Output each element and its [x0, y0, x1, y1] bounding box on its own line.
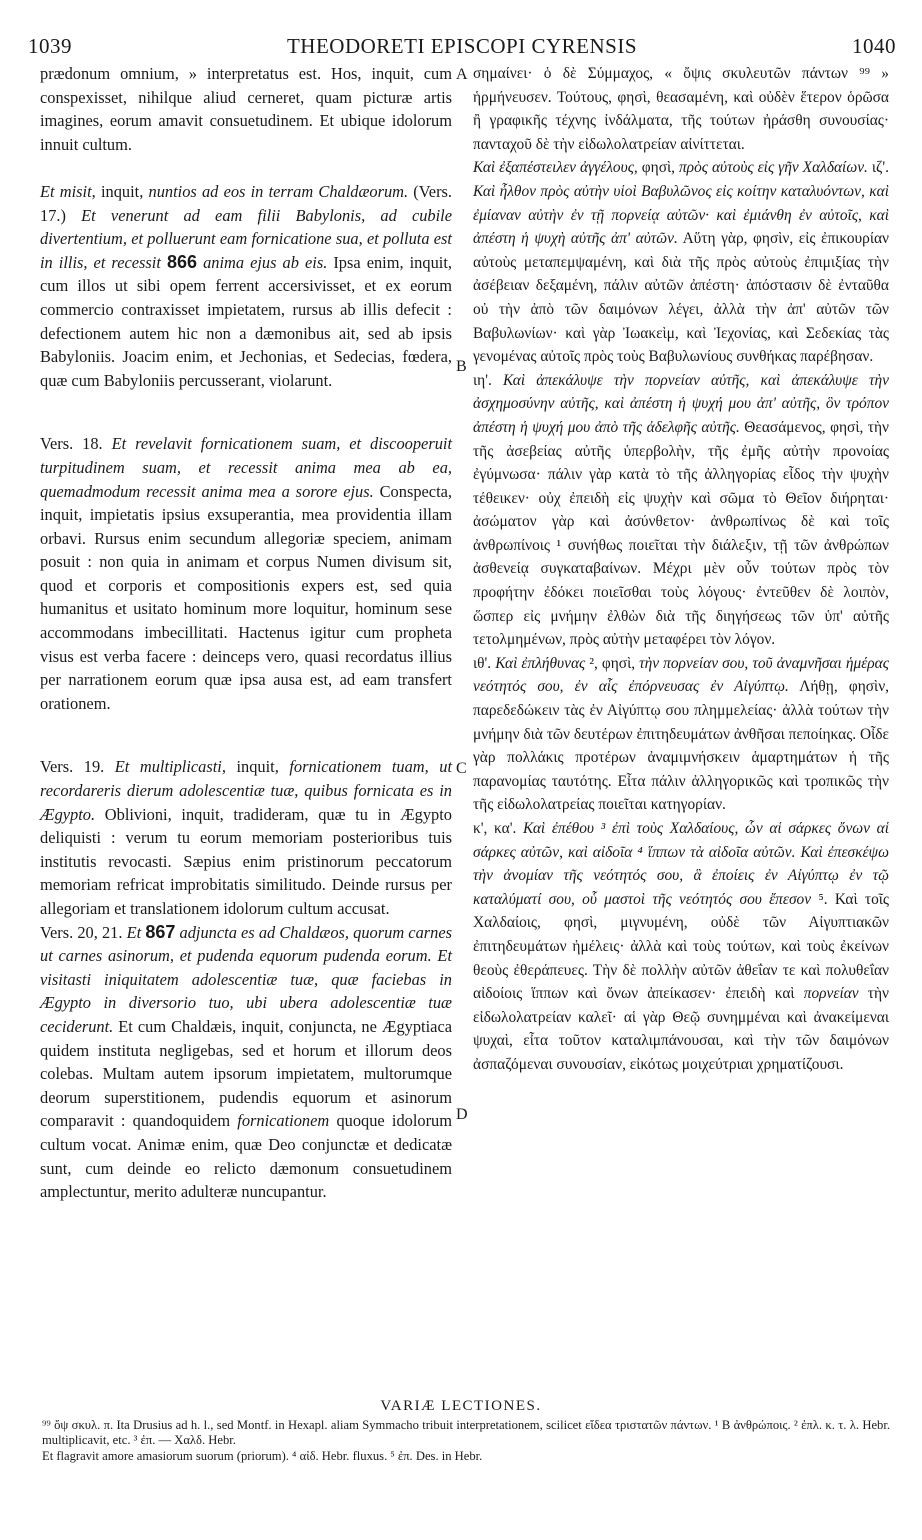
latin-text: Ipsa enim, inquit, cum illos ut sibi opem ferrent accersivisset, et ex eorum commercio contraxisset impietatem, rursus ab illis defecit : defectionem autem hic non a dæmonibus ait, sed ab ipsis Babyloniis. Joacim enim, et Jechonias, et Sedecias, fœdera, quæ cum Babyloniis percusserant, violarunt. — [40, 252, 452, 390]
latin-verse-text: Et multiplicasti — [114, 757, 222, 777]
greek-text: σημαίνει· ὁ δὲ Σύμμαχος, « ὄψις σκυλευτῶν πάντων ⁹⁹ » ἡρμήνευσεν. Τούτους, φησὶ, θεασαμένη, καὶ οὐδὲν ἕτερον ὁρῶσα ἢ γραφικῆς τέχνης ἰνδάλματα, τῆς τούτων ἠράσθη συνουσίας· πανταχοῦ δὲ τὴν εἰδωλολατρείαν αἰνίττεται. — [473, 65, 889, 153]
verse-label: Vers. 20, 21. — [40, 922, 127, 942]
verse-label: ιζ'. — [867, 159, 890, 177]
latin-text: Conspecta, inquit, impietatis ipsius exsuperantia, mea providentia illam orbavi. Rursus enim secundum allegoriæ speciem, animam posuit : non quia in animam et corpus Numen divisum sit, quod et corporis et compositionis expers est, sed quia humanitus et usitato hominum more loquitur, hominum sese accommodans imbecillitati. Hactenus igitur cum propheta visus est verba facere : deinceps vero, quasi recordatus illius per narrationem eorum quæ ipsa ausa est, ad eam transfert orationem. — [40, 481, 452, 713]
greek-text: ⁵. Καὶ τοῖς Χαλδαίοις, φησὶ, μιγνυμένη, οὐδὲ τῶν Αἰγυπτιακῶν ἐπιτηδευμάτων ἠμέλεις· ἀλλὰ καὶ τοὺς τούτων, καὶ τοὺς ἐκείνων θεοὺς ἐθεράπευες. Τὴν δὲ πολλὴν αὐτῶν ἀθεΐαν τε καὶ πολυθεΐαν αἰδοίοις ἵππων καὶ ὄνων ἀπείκασεν· ἐπειδὴ καὶ — [473, 890, 890, 1003]
greek-verse-text: τὴν πορνείαν σου, τοῦ ἀναμνῆσαι ἡμέρας νεότητός σου, ἐν αἷς ἐπόρνευσας ἐν Αἰγύπτῳ. — [473, 654, 889, 696]
greek-paragraph — [473, 652, 889, 817]
latin-text: prædonum omnium, » interpretatus est. Hos, inquit, cum conspexisset, nihilque aliud cerneret, quam picturæ artis imagines, eorum amavit consuetudinem. Et ubique idolorum innuit cultum. — [40, 64, 452, 154]
latin-paragraph — [40, 180, 452, 392]
greek-text: τὴν εἰδωλολατρείαν καλεῖ· αἱ γὰρ Θεῷ συνημμέναι καὶ ἀνακείμεναι ψυχαὶ, εἶτα τοῦτον καταλιμπάνουσαι, καὶ τὴν τῶν δαιμόνων ἀσπαζόμεναι συνουσίαν, εἰκότως μοιχεύτριαι χρηματίζουσι. — [473, 985, 889, 1073]
greek-verse-text: πορνείαν — [803, 985, 859, 1003]
verse-label: κ', κα'. — [473, 820, 523, 837]
greek-verse-text: πρὸς αὐτοὺς εἰς γῆν Χαλδαίων. — [678, 159, 868, 177]
latin-verse-text: Et venerunt ad eam filii Babylonis, ad cubile divertentium, et polluerunt eam fornicatione sua, et polluta est in illis, et recessit — [40, 205, 453, 272]
greek-text: φησὶ, — [637, 159, 679, 177]
greek-verse-text: Καὶ ἐξαπέστειλεν ἀγγέλους, — [473, 159, 638, 177]
variae-lectiones-heading: VARIÆ LECTIONES. — [380, 1398, 542, 1414]
latin-verse-text: Et revelavit fornicationem suam, et discooperuit turpitudinem suam, et recessit anima mea ab ea, quemadmodum recessit anima mea a sorore ejus. — [40, 434, 452, 501]
verse-label: ιθ'. — [473, 654, 496, 672]
greek-paragraph — [473, 156, 889, 368]
latin-paragraph — [40, 62, 452, 156]
latin-verse-text: anima ejus ab eis. — [203, 252, 328, 272]
greek-text: ², φησὶ, — [585, 654, 640, 672]
latin-text: Oblivioni, inquit, tradideram, quæ tu in Ægypto deliquisti : verum tu eorum memoriam posterioribus tuis institutis revocasti. Sæpius enim pristinorum peccatorum memoriam refricat improbitatis similitudo. Deinde rursus per allegoriam et translationem idolorum cultum accusat. — [40, 804, 452, 918]
verse-label: Vers. 18. — [40, 434, 112, 454]
verse-label: Vers. 19. — [40, 757, 115, 777]
greek-text: Αὕτη γὰρ, φησὶν, εἰς ἐπικουρίαν αὐτοὺς μεταπεμψαμένη, καὶ διὰ τῆς πρὸς αὐτοὺς ἐπιμιξίας τὴν ἀσέβειαν δεξαμένη, πάλιν αὐτῶν ἀπέστη· ἀπόστασιν δὲ ἐνταῦθα οὐ τὴν ἀπὸ τῶν δαιμόνων λέγει, ἀλλὰ τὴν ἀπ' αὐτῶν τῶν Βαβυλωνίων· καὶ γὰρ Ἰωακεὶμ, καὶ Ἰεχονίας, καὶ Σεδεκίας τὰς γενομένας αὐτοῖς πρὸς τοὺς Βαβυλωνίους συνθήκας παρέβησαν. — [473, 230, 889, 366]
greek-verse-text: Καὶ ἐπέθου ³ ἐπὶ τοὺς Χαλδαίους, ὧν αἱ σάρκες ὄνων αἱ σάρκες αὐτῶν, καὶ αἰδοῖα ⁴ ἵππων τὰ αἰδοῖα αὐτῶν. Καὶ ἐπεσκέψω τὴν ἀνομίαν τῆς νεότητός σου, ἃ ἐποίεις ἐν Αἰγύπτῳ ἐν τῷ καταλύματί σου, οὗ μαστοὶ τῆς νεότητός σου ἔπεσον — [473, 820, 889, 908]
page-number-left: 1039 — [28, 34, 72, 58]
margin-mark-c: C — [456, 760, 467, 777]
greek-verse-text: Καὶ ἦλθον πρὸς αὐτὴν υἱοὶ Βαβυλῶνος εἰς κοίτην καταλυόντων, καὶ ἐμίαναν αὐτὴν ἐν τῇ πορνείᾳ αὐτῶν· καὶ ἐμιάνθη ἐν αὐτοῖς, καὶ ἀπέστη ἡ ψυχὴ αὐτῆς ἀπ' αὐτῶν. — [473, 182, 889, 248]
verse-label: ιη'. — [473, 371, 503, 389]
margin-mark-b: B — [456, 358, 467, 375]
page-number-right: 1040 — [852, 34, 896, 58]
footnote-line: Et flagravit amore amasiorum suorum (priorum). ⁴ αἰδ. Hebr. fluxus. ⁵ ἐπ. Des. in Hebr. — [42, 1448, 483, 1463]
latin-text: quoque idolorum cultum vocat. Animæ enim, quæ Deo conjunctæ et dedicatæ sunt, cum deinde eo relicto dæmonum consuetudinem amplectuntur, merito adulteræ nuncupantur. — [40, 1111, 452, 1202]
latin-verse-text: fornicationem — [237, 1111, 330, 1131]
column-number: 866 — [166, 251, 197, 272]
page-header — [28, 34, 896, 64]
footnote-line: ⁹⁹ ὄψ σκυλ. π. Ita Drusius ad h. l., sed Montf. in Hexapl. aliam Symmacho tribuit interpretationem, scilicet εἴδεα τριστατῶν πάντων. ¹ B ἀνθρώποις. ² ἐπλ. κ. τ. λ. Hebr. multiplicavit, etc. ³ ἐπ. — Χαλδ. Hebr. — [42, 1418, 890, 1448]
latin-column — [40, 62, 452, 1204]
latin-verse-text: fornicationem tuam, ut recordareris dierum adolescentiæ tuæ, quibus fornicata es in Ægypto. — [40, 757, 453, 824]
running-title: THEODORETI EPISCOPI CYRENSIS — [286, 34, 638, 58]
latin-paragraph — [40, 755, 452, 920]
greek-paragraph — [473, 369, 889, 652]
greek-column — [473, 62, 889, 1077]
margin-mark-d: D — [456, 1106, 468, 1123]
latin-text: , inquit, — [91, 181, 149, 201]
latin-verse-text: nuntios ad eos in terram Chaldæorum. — [148, 181, 409, 201]
column-number: 867 — [145, 921, 176, 942]
greek-verse-text: Καὶ ἀπεκάλυψε τὴν πορνείαν αὐτῆς, καὶ ἀπεκάλυψε τὴν ἀσχημοσύνην αὐτῆς, καὶ ἀπέστη ἡ ψυχή μου ἀπ' αὐτῆς, ὃν τρόπον ἀπέστη ἡ ψυχή μου ἀπὸ τῆς ἀδελφῆς αὐτῆς. — [473, 371, 889, 436]
margin-mark-a: A — [456, 66, 468, 83]
variae-lectiones-notes — [42, 1418, 890, 1464]
latin-verse-text: adjuncta es ad Chaldæos, quorum carnes ut carnes asinorum, et pudenda equorum pudenda eorum. Et visitasti iniquitatem adolescentiæ tuæ, quæ faciebas in Ægypto in diversorio tuo, ubi ubera adolescentiæ tuæ ceciderunt. — [40, 922, 452, 1036]
greek-text: Θεασάμενος, φησὶ, τὴν τῆς ἀσεβείας αὐτῆς ὑπερβολὴν, τῆς ἐμῆς αὐτὴν προνοίας ἐγύμνωσα· πάλιν γὰρ κατὰ τὸ τῆς ἀλληγορίας εἶδος τὴν ψυχὴν τέθεικεν· οὐχ ἐπειδὴ εἰς ψυχὴν καὶ σῶμα τὸ Θεῖον διήρηται· ἀσώματον γὰρ καὶ ἀσύνθετον· ἀνθρωπίνως δὲ καὶ τοῖς ἀνθρωπίνοις ¹ συνήθως ποιεῖται τὴν διάλεξιν, τῇ τῶν ἀνθρώπων ἀσθενείᾳ συγκαταβαίνων. Μέχρι μὲν οὖν τούτων πρὸς τὸν προφήτην ἐδόκει ποιεῖσθαι τοὺς λόγους· ἐντεῦθεν δὲ λοιπὸν, ὥσπερ εἰς μνήμην ἐλθὼν διὰ τῆς διηγήσεως τῶν ὑπ' αὐτῆς τετολμημένων, πρὸς αὐτὴν μεταφέρει τὸν λόγον. — [473, 418, 889, 649]
latin-text: Et cum Chaldæis, inquit, conjuncta, ne Ægyptiaca quidem instituta negligebas, sed et horum et illorum deos colebas. Multam autem ipsorum impietatem, multorumque deorum superstitionem, pudendis equorum et asinorum comparavit : quandoquidem — [40, 1016, 452, 1131]
greek-verse-text: Καὶ ἐπλήθυνας — [495, 654, 586, 672]
greek-paragraph — [473, 817, 889, 1077]
latin-verse-text: Et — [126, 922, 142, 942]
latin-verse-text: Et misit — [40, 181, 92, 201]
latin-paragraph — [40, 921, 452, 1204]
greek-paragraph — [473, 62, 889, 156]
latin-text: (Vers. 17.) — [40, 181, 452, 225]
greek-text: Λήθῃ, φησὶν, παρεδεδώκειν τὰς ἐν Αἰγύπτῳ σου πλημμελείας· ἀλλὰ τούτων τὴν μνήμην διὰ τῶν δευτέρων ἐπιτηδευμάτων ἀνθῆσαι πεποίηκας. Οἶδε γὰρ πολλάκις προτέρων ἀναμιμνήσκειν ἁμαρτημάτων ἡ τῆς παρανομίας ταυτότης. Εἶτα πάλιν ἀλληγορικῶς καὶ τροπικῶς τὴν τῆς εἰδωλολατρείας ποιεῖται κατηγορίαν. — [473, 678, 889, 814]
latin-paragraph — [40, 432, 452, 715]
latin-text: , inquit, — [221, 757, 290, 777]
